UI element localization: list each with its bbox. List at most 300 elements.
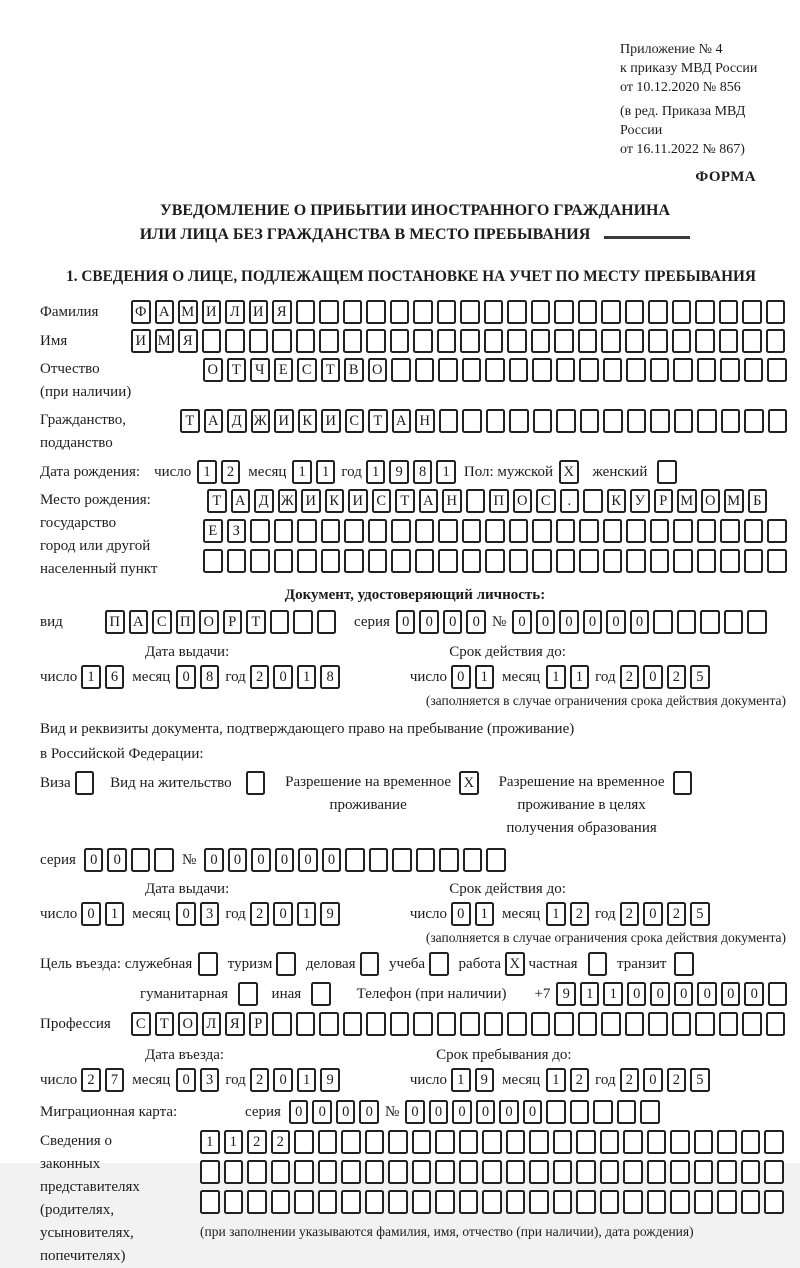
char-box[interactable] xyxy=(603,358,623,382)
char-box[interactable]: 8 xyxy=(200,665,220,689)
char-box[interactable] xyxy=(623,1130,643,1154)
doc-issue-month-boxes[interactable] xyxy=(176,665,219,689)
char-box[interactable]: 9 xyxy=(475,1068,495,1092)
char-box[interactable]: 3 xyxy=(200,1068,220,1092)
char-box[interactable] xyxy=(462,519,482,543)
legal-rep-boxes-row1[interactable] xyxy=(200,1130,784,1154)
char-box[interactable] xyxy=(579,549,599,573)
char-box[interactable]: П xyxy=(489,489,509,513)
char-box[interactable]: И xyxy=(131,329,151,353)
residence-issue-month-boxes[interactable] xyxy=(176,902,219,926)
char-box[interactable] xyxy=(717,1190,737,1214)
char-box[interactable] xyxy=(742,300,762,324)
doc-valid-month-boxes[interactable] xyxy=(546,665,589,689)
char-box[interactable]: 1 xyxy=(451,1068,471,1092)
char-box[interactable]: 0 xyxy=(697,982,717,1006)
char-box[interactable] xyxy=(623,1160,643,1184)
char-box[interactable]: 0 xyxy=(643,1068,663,1092)
char-box[interactable] xyxy=(647,1130,667,1154)
char-box[interactable] xyxy=(391,549,411,573)
char-box[interactable]: Р xyxy=(654,489,674,513)
char-box[interactable] xyxy=(506,1190,526,1214)
char-box[interactable]: 0 xyxy=(273,665,293,689)
char-box[interactable]: 1 xyxy=(297,1068,317,1092)
char-box[interactable]: 1 xyxy=(570,665,590,689)
char-box[interactable]: 9 xyxy=(320,902,340,926)
char-box[interactable]: Н xyxy=(442,489,462,513)
char-box[interactable] xyxy=(647,1160,667,1184)
char-box[interactable] xyxy=(415,358,435,382)
char-box[interactable] xyxy=(509,519,529,543)
char-box[interactable] xyxy=(625,1012,645,1036)
migration-series-boxes[interactable] xyxy=(289,1100,379,1124)
char-box[interactable] xyxy=(626,519,646,543)
char-box[interactable] xyxy=(415,519,435,543)
char-box[interactable]: 0 xyxy=(466,610,486,634)
char-box[interactable]: 0 xyxy=(721,982,741,1006)
char-box[interactable]: 2 xyxy=(667,1068,687,1092)
char-box[interactable] xyxy=(767,358,787,382)
char-box[interactable] xyxy=(670,1160,690,1184)
char-box[interactable] xyxy=(719,300,739,324)
char-box[interactable]: О xyxy=(199,610,219,634)
char-box[interactable] xyxy=(764,1130,784,1154)
char-box[interactable]: 0 xyxy=(452,1100,472,1124)
char-box[interactable] xyxy=(343,329,363,353)
char-box[interactable] xyxy=(482,1130,502,1154)
char-box[interactable] xyxy=(296,329,316,353)
char-box[interactable] xyxy=(700,610,720,634)
char-box[interactable] xyxy=(720,549,740,573)
char-box[interactable]: 0 xyxy=(312,1100,332,1124)
char-box[interactable]: М xyxy=(724,489,744,513)
char-box[interactable]: Я xyxy=(178,329,198,353)
char-box[interactable]: 0 xyxy=(630,610,650,634)
char-box[interactable]: П xyxy=(176,610,196,634)
char-box[interactable]: 0 xyxy=(523,1100,543,1124)
char-box[interactable] xyxy=(640,1100,660,1124)
char-box[interactable] xyxy=(625,329,645,353)
char-box[interactable]: И xyxy=(321,409,341,433)
char-box[interactable]: 1 xyxy=(197,460,217,484)
char-box[interactable] xyxy=(435,1190,455,1214)
char-box[interactable]: 0 xyxy=(81,902,101,926)
char-box[interactable]: Д xyxy=(254,489,274,513)
char-box[interactable]: Ф xyxy=(131,300,151,324)
char-box[interactable] xyxy=(741,1190,761,1214)
char-box[interactable] xyxy=(603,519,623,543)
char-box[interactable] xyxy=(343,1012,363,1036)
residence-valid-day-boxes[interactable] xyxy=(451,902,494,926)
char-box[interactable]: 1 xyxy=(297,665,317,689)
business-checkbox[interactable] xyxy=(360,952,380,976)
char-box[interactable] xyxy=(484,1012,504,1036)
stay-month-boxes[interactable] xyxy=(546,1068,589,1092)
char-box[interactable]: 2 xyxy=(620,902,640,926)
char-box[interactable] xyxy=(463,848,483,872)
char-box[interactable] xyxy=(721,409,741,433)
char-box[interactable] xyxy=(768,982,788,1006)
char-box[interactable] xyxy=(202,329,222,353)
char-box[interactable]: К xyxy=(607,489,627,513)
char-box[interactable] xyxy=(388,1190,408,1214)
char-box[interactable]: 0 xyxy=(443,610,463,634)
char-box[interactable] xyxy=(768,409,788,433)
char-box[interactable] xyxy=(506,1160,526,1184)
char-box[interactable] xyxy=(317,610,337,634)
char-box[interactable]: 0 xyxy=(674,982,694,1006)
char-box[interactable] xyxy=(579,358,599,382)
char-box[interactable] xyxy=(742,1012,762,1036)
doc-kind-boxes[interactable] xyxy=(105,610,336,634)
char-box[interactable]: 2 xyxy=(250,665,270,689)
char-box[interactable] xyxy=(766,1012,786,1036)
char-box[interactable]: С xyxy=(131,1012,151,1036)
char-box[interactable] xyxy=(603,549,623,573)
char-box[interactable] xyxy=(529,1190,549,1214)
char-box[interactable] xyxy=(391,519,411,543)
char-box[interactable]: С xyxy=(536,489,556,513)
char-box[interactable]: Е xyxy=(274,358,294,382)
char-box[interactable] xyxy=(318,1130,338,1154)
patronymic-boxes[interactable] xyxy=(203,358,787,382)
profession-boxes[interactable] xyxy=(131,1012,785,1036)
char-box[interactable] xyxy=(225,329,245,353)
char-box[interactable] xyxy=(319,300,339,324)
char-box[interactable]: 1 xyxy=(81,665,101,689)
char-box[interactable] xyxy=(670,1190,690,1214)
char-box[interactable] xyxy=(200,1160,220,1184)
char-box[interactable] xyxy=(438,358,458,382)
char-box[interactable] xyxy=(274,519,294,543)
char-box[interactable]: Т xyxy=(155,1012,175,1036)
char-box[interactable]: 5 xyxy=(690,902,710,926)
citizenship-boxes[interactable] xyxy=(180,409,787,433)
char-box[interactable]: Р xyxy=(223,610,243,634)
char-box[interactable] xyxy=(767,549,787,573)
char-box[interactable]: Т xyxy=(395,489,415,513)
char-box[interactable] xyxy=(509,549,529,573)
birth-year-boxes[interactable] xyxy=(366,460,456,484)
char-box[interactable]: 0 xyxy=(650,982,670,1006)
char-box[interactable]: 0 xyxy=(476,1100,496,1124)
char-box[interactable]: 3 xyxy=(200,902,220,926)
char-box[interactable] xyxy=(694,1160,714,1184)
char-box[interactable]: 6 xyxy=(105,665,125,689)
char-box[interactable]: И xyxy=(301,489,321,513)
surname-boxes[interactable] xyxy=(131,300,785,324)
char-box[interactable]: 8 xyxy=(320,665,340,689)
char-box[interactable] xyxy=(553,1130,573,1154)
char-box[interactable] xyxy=(554,329,574,353)
char-box[interactable] xyxy=(531,329,551,353)
char-box[interactable] xyxy=(648,1012,668,1036)
char-box[interactable] xyxy=(391,358,411,382)
char-box[interactable] xyxy=(533,409,553,433)
stay-year-boxes[interactable] xyxy=(620,1068,710,1092)
char-box[interactable] xyxy=(647,1190,667,1214)
char-box[interactable] xyxy=(439,848,459,872)
char-box[interactable] xyxy=(224,1160,244,1184)
char-box[interactable] xyxy=(650,519,670,543)
char-box[interactable] xyxy=(697,549,717,573)
char-box[interactable] xyxy=(579,519,599,543)
char-box[interactable] xyxy=(570,1100,590,1124)
char-box[interactable] xyxy=(486,409,506,433)
char-box[interactable]: А xyxy=(392,409,412,433)
char-box[interactable]: 1 xyxy=(603,982,623,1006)
char-box[interactable] xyxy=(578,300,598,324)
char-box[interactable] xyxy=(744,409,764,433)
char-box[interactable] xyxy=(366,300,386,324)
char-box[interactable]: 0 xyxy=(275,848,295,872)
char-box[interactable] xyxy=(507,300,527,324)
char-box[interactable]: 1 xyxy=(224,1130,244,1154)
char-box[interactable]: А xyxy=(419,489,439,513)
char-box[interactable] xyxy=(578,1012,598,1036)
char-box[interactable] xyxy=(321,519,341,543)
char-box[interactable] xyxy=(603,409,623,433)
char-box[interactable] xyxy=(617,1100,637,1124)
char-box[interactable] xyxy=(532,549,552,573)
char-box[interactable] xyxy=(672,300,692,324)
char-box[interactable] xyxy=(601,300,621,324)
char-box[interactable]: 2 xyxy=(570,1068,590,1092)
char-box[interactable]: Б xyxy=(748,489,768,513)
char-box[interactable]: М xyxy=(155,329,175,353)
char-box[interactable]: Р xyxy=(249,1012,269,1036)
char-box[interactable] xyxy=(247,1190,267,1214)
char-box[interactable]: С xyxy=(345,409,365,433)
char-box[interactable] xyxy=(438,549,458,573)
char-box[interactable]: С xyxy=(152,610,172,634)
char-box[interactable] xyxy=(413,329,433,353)
char-box[interactable]: А xyxy=(129,610,149,634)
char-box[interactable] xyxy=(766,300,786,324)
char-box[interactable]: 0 xyxy=(322,848,342,872)
doc-issue-year-boxes[interactable] xyxy=(250,665,340,689)
char-box[interactable] xyxy=(466,489,486,513)
char-box[interactable]: 5 xyxy=(690,665,710,689)
char-box[interactable]: Л xyxy=(225,300,245,324)
char-box[interactable]: А xyxy=(231,489,251,513)
char-box[interactable]: 0 xyxy=(359,1100,379,1124)
char-box[interactable] xyxy=(484,329,504,353)
char-box[interactable]: 0 xyxy=(559,610,579,634)
char-box[interactable]: 1 xyxy=(105,902,125,926)
char-box[interactable] xyxy=(318,1190,338,1214)
char-box[interactable] xyxy=(439,409,459,433)
char-box[interactable]: 1 xyxy=(475,902,495,926)
char-box[interactable] xyxy=(583,489,603,513)
char-box[interactable]: 2 xyxy=(570,902,590,926)
char-box[interactable] xyxy=(650,549,670,573)
char-box[interactable] xyxy=(626,358,646,382)
char-box[interactable]: И xyxy=(274,409,294,433)
char-box[interactable]: А xyxy=(204,409,224,433)
char-box[interactable] xyxy=(274,549,294,573)
char-box[interactable] xyxy=(272,1012,292,1036)
char-box[interactable] xyxy=(747,610,767,634)
char-box[interactable] xyxy=(531,300,551,324)
birth-month-boxes[interactable] xyxy=(292,460,335,484)
char-box[interactable] xyxy=(697,358,717,382)
char-box[interactable]: 2 xyxy=(250,902,270,926)
other-purpose-checkbox[interactable] xyxy=(311,982,331,1006)
char-box[interactable]: 0 xyxy=(176,902,196,926)
char-box[interactable] xyxy=(412,1130,432,1154)
temp-residence-checkbox[interactable]: X xyxy=(459,771,479,795)
char-box[interactable] xyxy=(485,519,505,543)
char-box[interactable] xyxy=(694,1130,714,1154)
char-box[interactable]: З xyxy=(227,519,247,543)
char-box[interactable] xyxy=(413,1012,433,1036)
char-box[interactable]: 0 xyxy=(84,848,104,872)
sex-female-checkbox[interactable] xyxy=(657,460,677,484)
char-box[interactable] xyxy=(482,1160,502,1184)
char-box[interactable]: . xyxy=(560,489,580,513)
char-box[interactable] xyxy=(697,409,717,433)
char-box[interactable]: 0 xyxy=(583,610,603,634)
char-box[interactable] xyxy=(648,329,668,353)
char-box[interactable]: Д xyxy=(227,409,247,433)
char-box[interactable]: 0 xyxy=(273,902,293,926)
char-box[interactable]: 0 xyxy=(536,610,556,634)
char-box[interactable] xyxy=(294,1190,314,1214)
char-box[interactable] xyxy=(720,358,740,382)
char-box[interactable] xyxy=(250,549,270,573)
char-box[interactable] xyxy=(366,329,386,353)
char-box[interactable]: 0 xyxy=(204,848,224,872)
char-box[interactable]: 0 xyxy=(606,610,626,634)
doc-valid-day-boxes[interactable] xyxy=(451,665,494,689)
char-box[interactable] xyxy=(720,519,740,543)
char-box[interactable]: У xyxy=(630,489,650,513)
char-box[interactable] xyxy=(554,1012,574,1036)
char-box[interactable] xyxy=(507,1012,527,1036)
char-box[interactable] xyxy=(271,1190,291,1214)
sex-male-checkbox[interactable]: X xyxy=(559,460,579,484)
char-box[interactable] xyxy=(294,1160,314,1184)
doc-valid-year-boxes[interactable] xyxy=(620,665,710,689)
char-box[interactable] xyxy=(368,549,388,573)
char-box[interactable] xyxy=(365,1130,385,1154)
char-box[interactable]: А xyxy=(155,300,175,324)
char-box[interactable]: О xyxy=(513,489,533,513)
char-box[interactable]: 2 xyxy=(250,1068,270,1092)
char-box[interactable] xyxy=(653,610,673,634)
char-box[interactable] xyxy=(484,300,504,324)
char-box[interactable]: 1 xyxy=(580,982,600,1006)
char-box[interactable] xyxy=(459,1160,479,1184)
char-box[interactable]: Т xyxy=(207,489,227,513)
char-box[interactable] xyxy=(459,1190,479,1214)
visa-checkbox[interactable] xyxy=(75,771,95,795)
char-box[interactable] xyxy=(412,1190,432,1214)
char-box[interactable] xyxy=(672,329,692,353)
char-box[interactable]: 1 xyxy=(546,665,566,689)
legal-rep-boxes-row2[interactable] xyxy=(200,1160,784,1184)
char-box[interactable] xyxy=(744,549,764,573)
char-box[interactable]: 2 xyxy=(221,460,241,484)
char-box[interactable]: Т xyxy=(368,409,388,433)
char-box[interactable]: Е xyxy=(203,519,223,543)
char-box[interactable] xyxy=(553,1160,573,1184)
char-box[interactable] xyxy=(296,300,316,324)
char-box[interactable] xyxy=(341,1190,361,1214)
char-box[interactable] xyxy=(576,1190,596,1214)
char-box[interactable]: Н xyxy=(415,409,435,433)
char-box[interactable]: 1 xyxy=(316,460,336,484)
char-box[interactable] xyxy=(600,1160,620,1184)
entry-year-boxes[interactable] xyxy=(250,1068,340,1092)
char-box[interactable]: 0 xyxy=(643,902,663,926)
residence-number-boxes[interactable] xyxy=(204,848,506,872)
phone-boxes[interactable] xyxy=(556,982,787,1006)
char-box[interactable] xyxy=(435,1130,455,1154)
residence-valid-month-boxes[interactable] xyxy=(546,902,589,926)
char-box[interactable] xyxy=(601,329,621,353)
birth-place-boxes-row3[interactable] xyxy=(203,549,787,573)
char-box[interactable] xyxy=(673,519,693,543)
char-box[interactable]: Я xyxy=(272,300,292,324)
char-box[interactable] xyxy=(601,1012,621,1036)
char-box[interactable]: 0 xyxy=(499,1100,519,1124)
char-box[interactable] xyxy=(576,1160,596,1184)
char-box[interactable]: 0 xyxy=(429,1100,449,1124)
char-box[interactable] xyxy=(227,549,247,573)
char-box[interactable] xyxy=(554,300,574,324)
char-box[interactable] xyxy=(294,1130,314,1154)
char-box[interactable] xyxy=(509,358,529,382)
char-box[interactable]: 0 xyxy=(107,848,127,872)
char-box[interactable] xyxy=(532,358,552,382)
char-box[interactable]: 0 xyxy=(396,610,416,634)
char-box[interactable] xyxy=(318,1160,338,1184)
char-box[interactable]: 2 xyxy=(81,1068,101,1092)
char-box[interactable] xyxy=(392,848,412,872)
residence-issue-year-boxes[interactable] xyxy=(250,902,340,926)
char-box[interactable] xyxy=(437,1012,457,1036)
char-box[interactable] xyxy=(744,358,764,382)
char-box[interactable] xyxy=(438,519,458,543)
char-box[interactable]: 8 xyxy=(413,460,433,484)
char-box[interactable] xyxy=(435,1160,455,1184)
char-box[interactable] xyxy=(437,329,457,353)
char-box[interactable]: Ж xyxy=(251,409,271,433)
char-box[interactable]: 0 xyxy=(419,610,439,634)
char-box[interactable] xyxy=(344,519,364,543)
char-box[interactable] xyxy=(365,1190,385,1214)
char-box[interactable]: 0 xyxy=(228,848,248,872)
char-box[interactable]: 2 xyxy=(620,665,640,689)
char-box[interactable] xyxy=(345,848,365,872)
doc-series-boxes[interactable] xyxy=(396,610,486,634)
char-box[interactable] xyxy=(154,848,174,872)
char-box[interactable] xyxy=(388,1160,408,1184)
char-box[interactable] xyxy=(529,1130,549,1154)
char-box[interactable] xyxy=(648,300,668,324)
char-box[interactable]: Ж xyxy=(278,489,298,513)
char-box[interactable]: 1 xyxy=(200,1130,220,1154)
char-box[interactable] xyxy=(460,329,480,353)
char-box[interactable] xyxy=(249,329,269,353)
char-box[interactable]: 1 xyxy=(292,460,312,484)
birth-day-boxes[interactable] xyxy=(197,460,240,484)
purpose-official-checkbox[interactable] xyxy=(198,952,218,976)
char-box[interactable]: Я xyxy=(225,1012,245,1036)
char-box[interactable]: 0 xyxy=(512,610,532,634)
